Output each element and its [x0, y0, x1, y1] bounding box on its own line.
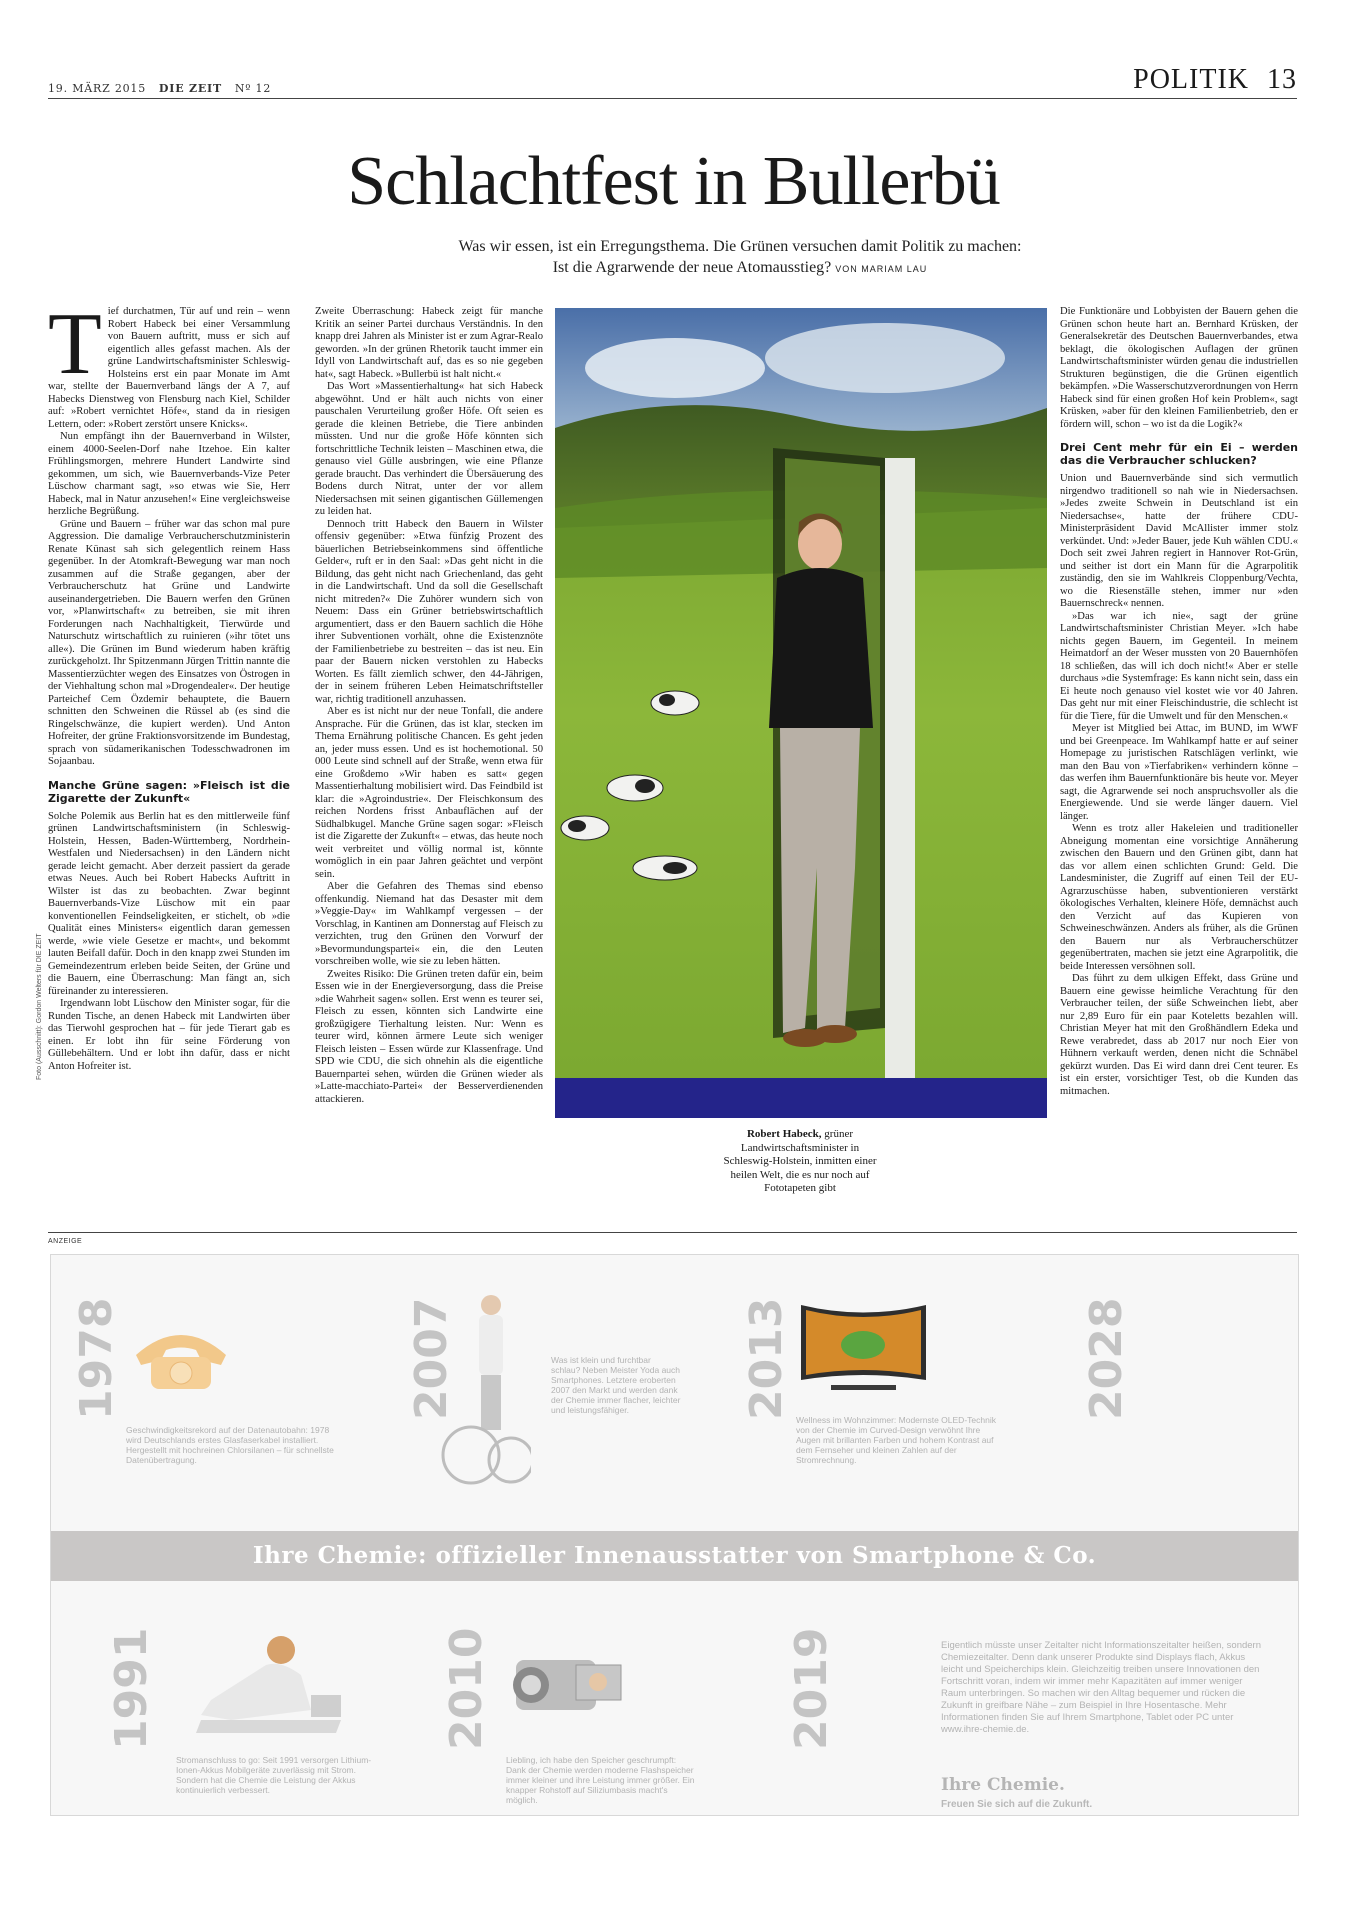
section-header	[1133, 64, 1297, 96]
paragraph: Grüne und Bauern – früher war das schon mal pure Aggression. Die damalige Verbraucherschutzministerin Renate Künast sah sich gelegentlich reinem Hass gegenüber. In der Atomkraft-Bewegung war man noch zusammen auf die Straße gegangen, aber der Verbraucherschutz hat Grüne und Landwirte auseinandergetrieben. Die Bauern werfen den Grünen vor, »Planwirtschaft« zu betreiben, sie mit ihren Forderungen nach Nachhaltigkeit, Tierwürde und Naturschutz wirtschaftlich zu ruinieren (»ihr tötet uns alle«). Die Grünen im Bund wiederum haben kräftig zurückgeholzt. Ihr Spitzenmann Jürgen Trittin nannte die Massentierzüchter wegen des Einsatzes von Östrogen in der Viehhaltung schon mal »Drogendealer«. Der heutige Parteichef Cem Özdemir behauptete, die Bauern schnitten den Schweinen die Rüssel ab (es sind die Ringelschwänze, die kupiert werden). Und Anton Hofreiter, der grüne Fraktionsvorsitzende im Bundestag, sprach von südamerikanischen Todesschwadronen im Sojaanbau.	[48, 518, 290, 767]
ad-headline: Ihre Chemie: offizieller Innenausstatter von Smartphone & Co.	[252, 1542, 1097, 1569]
subheading: Drei Cent mehr für ein Ei – werden das die Verbraucher schlucken?	[1060, 441, 1298, 467]
photo-caption	[720, 1128, 880, 1196]
ad-text-2013: Wellness im Wohnzimmer: Modernste OLED-Technik von der Chemie im Curved-Design verwöhnt Ihre Augen mit brillanten Farben und hohem Kontrast auf dem Fernseher und kleinen Zahlen auf der Stromrechnung.	[796, 1415, 996, 1465]
article-column-3	[1060, 306, 1298, 1206]
paragraph: Die Funktionäre und Lobbyisten der Bauern gehen die Grünen schon heute hart an. Bernhard Krüsken, der Generalsekretär des Deutschen Bauernverbandes, etwa beklagt, die ökologischen Auflagen der grünen Landwirtschaftsminister würden genau die industriellen Strukturen begünstigen, die die Grünen eigentlich bekämpfen. »Die Wasserschutzverordnungen von Herrn Habeck sind für einen großen Hof kein Problem«, sagt Krüsken, »aber für den kleinen Familienbetrieb, den er fördern will, schon – wo ist da die Logik?«	[1060, 306, 1298, 430]
woman-laptop-icon	[171, 1625, 351, 1745]
ad-headline-band	[51, 1531, 1298, 1581]
page-number: 13	[1267, 64, 1297, 95]
issue-date: 19. MÄRZ 2015	[48, 82, 147, 95]
paragraph: ief durchatmen, Tür auf und rein – wenn Robert Habeck bei einer Versammlung von Bauern auftritt, muss er sich auf eigentlich alles gefasst machen. Als der grüne Landwirtschaftsminister Schleswig-Holsteins erst ein paar Monate im Amt war, stellte der Bauernverband längs der A 7, auf Habecks Dienstweg von Flensburg nach Kiel, Schilder auf: »Robert vernichtet Höfe«, stand da in riesigen Lettern, oder: »Robert zerstört unsere Knicks«.	[48, 306, 290, 430]
cyclist-icon	[441, 1290, 531, 1490]
ad-slogan: Freuen Sie sich auf die Zukunft.	[941, 1799, 1093, 1810]
paragraph: Zweites Risiko: Die Grünen treten dafür ein, beim Essen wie in der Energieversorgung, dass die Preise »die Wahrheit sagen« sollen. Erst wenn es teurer sei, Fleisch zu essen, könnten sich Landwirte eine großzügigere Tierhaltung leisten. Nur: Wenn es teurer wird, können ärmere Leute sich weniger Fleisch leisten – Essen würde zur Klassenfrage. Und SPD wie CDU, die sich ohnehin als die eigentliche Bauernpartei sehen, würden die Grünen wieder als »Latte-macchiato-Partei« der Besserverdienenden attackieren.	[315, 968, 543, 1105]
drop-cap: T	[48, 306, 102, 393]
subheading: Manche Grüne sagen: »Fleisch ist die Zigarette der Zukunft«	[48, 778, 290, 805]
article-column-1	[48, 306, 290, 1206]
caption-text: grüner Landwirtschaftsminister in Schleswig-Holstein, inmitten einer heilen Welt, die es nur noch auf Fototapeten gibt	[723, 1128, 877, 1194]
paragraph: Union und Bauernverbände sind sich vermutlich nirgendwo traditionell so nah wie in Niedersachsen. »Jedes zweite Schwein in Deutschland ist ein Niedersachse«, hatte der frühere CDU-Ministerpräsident David McAllister immer stolz verkündet. Und: »Jeder Bauer, jede Kuh wählen CDU.« Doch seit zwei Jahren regiert in Hannover Rot-Grün, und seither ist dort ein Mann für die Agrarpolitik zuständig, den sie im Wahlkreis Cloppenburg/Vechta, wo die Riesenställe stehen, immer nur »den Bauernschreck« nennen.	[1060, 473, 1298, 609]
author-byline: VON MARIAM LAU	[835, 264, 928, 274]
subline-line-1: Was wir essen, ist ein Erregungsthema. Die Grünen versuchen damit Politik zu machen:	[458, 238, 1022, 255]
paragraph: Zweite Überraschung: Habeck zeigt für manche Kritik an seiner Partei durchaus Verständnis. In den knapp drei Jahren als Minister ist er zum Agrar-Realo geworden. »In der grünen Rhetorik taucht immer ein Idyll von Landwirtschaft auf, das es so nie gegeben hat«, sagt Habeck. »Bullerbü ist halt nicht.«	[315, 306, 543, 380]
ad-text-2010: Liebling, ich habe den Speicher geschrumpft: Dank der Chemie werden moderne Flashspeicher immer kleiner und ihre Leistung immer größer. Ein knapper Rohstoff auf Siliziumbasis macht's möglich.	[506, 1755, 695, 1805]
tv-icon	[796, 1300, 931, 1405]
ad-label: ANZEIGE	[48, 1238, 83, 1245]
paragraph: Aber die Gefahren des Themas sind ebenso offenkundig. Niemand hat das Desaster mit dem »Veggie-Day« im Wahlkampf vergessen – der Vorschlag, in Kantinen am Donnerstag auf Fleisch zu verzichten, trug den Grünen den Vorwurf der »Bevormundungspartei« ein, die den Leuten vorschreiben wolle, wie sie zu leben hätten.	[315, 881, 543, 967]
subline	[300, 236, 1180, 280]
paragraph: Irgendwann lobt Lüschow den Minister sogar, für die Runden Tische, an denen Habeck mit Landwirten über das Tierwohl gesprochen hat – für jede Tierart gab es einen. Er lobt ihn für seine Förderung von Güllebehältern. Und er lobt ihn dafür, dass er nicht Anton Hofreiter ist.	[48, 998, 290, 1072]
issue-number: Nº 12	[234, 82, 272, 95]
paper-name: DIE ZEIT	[158, 82, 222, 95]
ad-text-1978: Geschwindigkeitsrekord auf der Datenautobahn: 1978 wird Deutschlands erstes Glasfaserkabel installiert. Hergestellt mit hochreinen Chlorsilanen – für schnellste Datenübertragung.	[126, 1425, 334, 1465]
paragraph: »Das war ich nie«, sagt der grüne Landwirtschaftsminister Christian Meyer. »Ich habe nichts gegen Bauern, im Gegenteil. In meinem Heimatdorf an der Weser mussten von 20 Bauernhöfen 18 schließen, das will ich doch nicht!« Aber er stelle durchaus »die Systemfrage: Es kann nicht sein, dass ein Ei heute noch genauso viel kostet wie vor 40 Jahren. Das geht nur mit einer Fleischindustrie, die schlecht ist für die Tiere, für die Umwelt und für den Menschen.«	[1060, 610, 1298, 722]
advertisement[interactable]	[50, 1254, 1299, 1816]
ad-year: 1991	[106, 1627, 157, 1750]
ad-year: 2010	[441, 1627, 492, 1750]
ad-year: 2019	[786, 1627, 837, 1750]
subline-line-2: Ist die Agrarwende der neue Atomausstieg?	[552, 259, 832, 276]
paragraph: Solche Polemik aus Berlin hat es den mittlerweile fünf grünen Landwirtschaftsministern (in Schleswig-Holstein, Hessen, Baden-Württemberg, Nordrhein-Westfalen und Niedersachsen) in den Ländern nicht gerade leicht gemacht. Aber derzeit passiert da gerade etwas Neues. Auch bei Robert Habecks Auftritt in Wilster ist das zu beobachten. Zwar beginnt Bauernverbands-Vize Lüschow mit ein paar konventionellen Feindseligkeiten, er stichelt, ob »die Qualität eines Ministers« eigentlich daran gemessen werde, »wie viele Gesetze er macht«, und bekommt lauten Beifall dafür. Doch in den knapp zwei Stunden im Gemeindezentrum erleben beide Seiten, der Grüne und die Bauern, eine Überraschung: Man fängt an, sich füreinander zu interessieren.	[48, 810, 290, 997]
ad-body-text: Eigentlich müsste unser Zeitalter nicht Informationszeitalter heißen, sondern Chemiezeitalter. Denn dank unserer Produkte sind Displays flach, Akkus leicht und Speicherchips klein. Gleichzeitig treiben unsere Innovationen den Fortschritt voran, indem wir immer mehr Kapazitäten auf immer weniger Raum unterbringen. So machen wir den Alltag bequemer und rücken die Zukunft in greifbare Nähe – zum Beispiel in Ihre Hosentasche. Mehr Informationen finden Sie auf Ihrem Smartphone, Tablet oder PC unter www.ihre-chemie.de.	[941, 1640, 1261, 1735]
paragraph: Das Wort »Massentierhaltung« hat sich Habeck abgewöhnt. Und er hält auch nichts von einer pauschalen Verurteilung großer Höfe. Oft seien es gerade die kleinen Betriebe, die Tiere anbinden müssten. Und nur die große Höfe könnten sich fortschrittliche Technik leisten – Maschinen etwa, die genauso viel Gülle ausbringen, wie eine Pflanze gerade braucht. Das verhindert die Übersäuerung des Bodens durch Nitrat, unter der vor allem Niedersachsen mit seinen gigantischen Güllemengen zu leiden hat.	[315, 381, 543, 517]
ad-year: 1978	[71, 1297, 122, 1420]
header-rule	[48, 98, 1297, 99]
ad-text-2007: Was ist klein und furchtbar schlau? Neben Meister Yoda auch Smartphones. Letztere eroberten 2007 den Markt und werden dank der Chemie immer flacher, leichter und leistungsfähiger.	[551, 1355, 681, 1415]
paragraph: Dennoch tritt Habeck den Bauern in Wilster offensiv gegenüber: »Etwa fünfzig Prozent des bäuerlichen Betriebseinkommens sind öffentliche Gelder«, ruft er in den Saal: »Das geht nicht in die Bildung, das geht nicht nach Griechenland, das geht in die Landwirtschaft. Und da soll die Gesellschaft nicht mitreden?« Die Zuhörer wundern sich von Neuem: Dass ein Grüner betriebswirtschaftlich argumentiert, dass er den Bauern sachlich die Höhe ihrer Subventionen vorhält, ohne die Existenznöte der Familienbetriebe zu bestreiten – das ist neu. Ein paar der Bauern nicken verstohlen zu Habecks Worten. Es fällt ziemlich schwer, den 44-Jährigen, der in seinem früheren Leben Heimatschriftsteller war, richtig traditionell anzuhassen.	[315, 518, 543, 705]
habeck-photo-illustration	[555, 308, 1047, 1118]
paragraph: Nun empfängt ihn der Bauernverband in Wilster, einem 4000-Seelen-Dorf nahe Itzehoe. Ein kalter Frühlingsmorgen, mehrere Hundert Landwirte sind gekommen, um sich, wie Bauernverbands-Vize Peter Lüschow charmant sagt, »so etwas wie Sie, Herr Habeck, mal in Natur anzusehen!« Eine vergleichsweise herzliche Begrüßung.	[48, 431, 290, 517]
headline: Schlachtfest in Bullerbü	[347, 143, 1000, 220]
paragraph: Wenn es trotz aller Hakeleien und traditioneller Abneigung momentan eine vorsichtige Annäherung zwischen den Bauern und den Grünen gibt, dann hat das vor allem einen schlichten Grund: Geld. Die Landesminister, die Zugriff auf einen Teil der EU-Agrarzuschüsse haben, subventionieren verstärkt ökologisches Verhalten, kleinere Höfe, demnächst auch den Verzicht auf das Kupieren von Schweineschwänzen. Anders als früher, als die Grünen den Bauern nur als Verbraucherschützer gegenübertraten, machen sie jetzt eine Agrarpolitik, die beide Interessen versöhnen soll.	[1060, 823, 1298, 972]
ad-year: 2007	[406, 1297, 457, 1420]
telephone-icon	[126, 1315, 236, 1395]
paragraph: Aber es ist nicht nur der neue Tonfall, die andere Ansprache. Für die Grünen, das ist klar, stecken im Thema Ernährung politische Chancen. Es geht jeden an, jeder muss essen. Und es ist hochemotional. 50 000 Leute sind schnell auf der Straße, wenn etwa für eine Großdemo »Wir haben es satt« gegen Massentierhaltung mobilisiert wird. Das Feindbild ist klar: die »Agroindustrie«. Der Fleischkonsum des reichen Nordens frisst Anbauflächen auf der Südhalbkugel. Manche Grüne sagen sogar: »Fleisch ist die Zigarette der Zukunft« – etwas, das heute noch weit verbreitet und völlig normal ist, könnte womöglich in ein paar Jahren geächtet und verpönt sein.	[315, 706, 543, 880]
ad-text-1991: Stromanschluss to go: Seit 1991 versorgen Lithium-Ionen-Akkus Mobilgeräte zuverlässig mit Strom. Sondern hat die Chemie die Leistung der Akkus kontinuierlich verbessert.	[176, 1755, 372, 1795]
article-column-2	[315, 306, 543, 1206]
article-end-rule	[48, 1232, 1297, 1233]
dateline	[48, 82, 271, 95]
section-name: POLITIK	[1133, 64, 1249, 95]
photo-credit: Foto (Ausschnitt): Gordon Welters für DIE ZEIT	[36, 933, 43, 1080]
paragraph: Meyer ist Mitglied bei Attac, im BUND, im WWF und bei Greenpeace. Im Wahlkampf hatte er auf seiner Homepage zu juristischen Ratschlägen verlinkt, wie man den Bau von »Tierfabriken« verhindern könne – das werfen ihm Bauernfunktionäre bis heute vor. Meyer sagt, die Agrarwende sei noch anspruchsvoller als die Energiewende. Und sie werde länger dauern. Viel länger.	[1060, 723, 1298, 822]
article-photo	[555, 308, 1047, 1118]
ad-year: 2013	[741, 1297, 792, 1420]
caption-name: Robert Habeck,	[746, 1128, 822, 1140]
ad-brand: Ihre Chemie.	[941, 1775, 1065, 1795]
paragraph: Das führt zu dem ulkigen Effekt, dass Grüne und Bauern eine gewisse heimliche Verachtung für den Verbraucher teilen, der süße Schweinchen liebt, aber nur 2,89 Euro für ein paar Koteletts bezahlen will. Christian Meyer hat mit den Großhändlern Edeka und Rewe verabredet, dass ab 2017 nur noch Eier von Hühnern verkauft werden, denen nicht die Schnäbel gekürzt wurden. Das Ei wird dann drei Cent teurer. Es ist ein erster, vorsichtiger Test, ob die Kunden das mitmachen.	[1060, 973, 1298, 1097]
ad-year: 2028	[1081, 1297, 1132, 1420]
camcorder-icon	[506, 1635, 626, 1725]
